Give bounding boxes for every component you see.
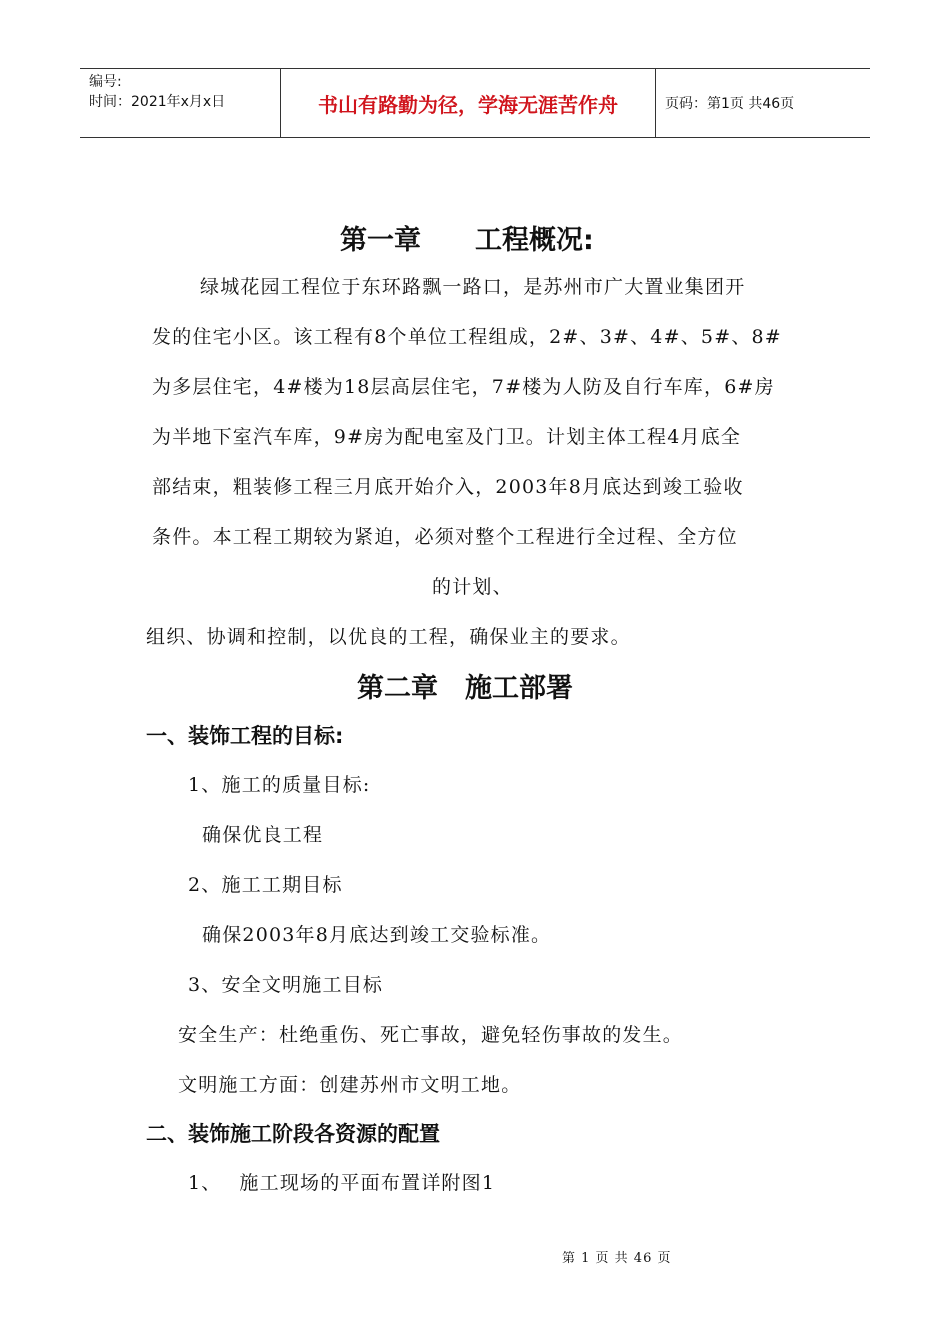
- chapter1-line: 条件。本工程工期较为紧迫，必须对整个工程进行全过程、全方位: [152, 526, 738, 548]
- goal-item: 3、安全文明施工目标: [188, 974, 384, 996]
- header-time: 时间：2021年x月x日: [89, 94, 226, 110]
- chapter2-title: 第二章 施工部署: [357, 673, 573, 704]
- chapter1-line: 的计划、: [432, 576, 513, 598]
- goal-item: 2、施工工期目标: [188, 874, 343, 896]
- section2-heading: 二、装饰施工阶段各资源的配置: [146, 1122, 440, 1146]
- section1-heading: 一、装饰工程的目标:: [146, 724, 344, 748]
- goal-item: 确保优良工程: [202, 824, 324, 846]
- chapter1-line: 发的住宅小区。该工程有8个单位工程组成，2#、3#、4#、5#、8#: [152, 326, 782, 348]
- goal-item: 安全生产：杜绝重伤、死亡事故，避免轻伤事故的发生。: [178, 1024, 684, 1046]
- chapter1-line: 组织、协调和控制，以优良的工程，确保业主的要求。: [146, 626, 631, 648]
- chapter1-line: 为半地下室汽车库，9#房为配电室及门卫。计划主体工程4月底全: [152, 426, 742, 448]
- chapter1-line: 部结束，粗装修工程三月底开始介入，2003年8月底达到竣工验收: [152, 476, 744, 498]
- chapter1-title: 第一章 工程概况:: [340, 225, 594, 256]
- goal-item: 文明施工方面：创建苏州市文明工地。: [178, 1074, 522, 1096]
- header-motto: 书山有路勤为径，学海无涯苦作舟: [280, 69, 656, 137]
- resource-item: 1、 施工现场的平面布置详附图1: [188, 1172, 496, 1194]
- goal-item: 1、施工的质量目标:: [188, 774, 371, 796]
- header-meta: [80, 69, 280, 137]
- chapter1-line: 绿城花园工程位于东环路飘一路口，是苏州市广大置业集团开: [200, 276, 746, 298]
- header-number: 编号:: [89, 74, 122, 90]
- chapter1-line: 为多层住宅，4#楼为18层高层住宅，7#楼为人防及自行车库，6#房: [152, 376, 775, 398]
- header-page-info: 页码：第1页 共46页: [665, 96, 795, 112]
- page-header: [80, 68, 870, 138]
- page-footer: 第 1 页 共 46 页: [562, 1251, 672, 1266]
- goal-item: 确保2003年8月底达到竣工交验标准。: [202, 924, 552, 946]
